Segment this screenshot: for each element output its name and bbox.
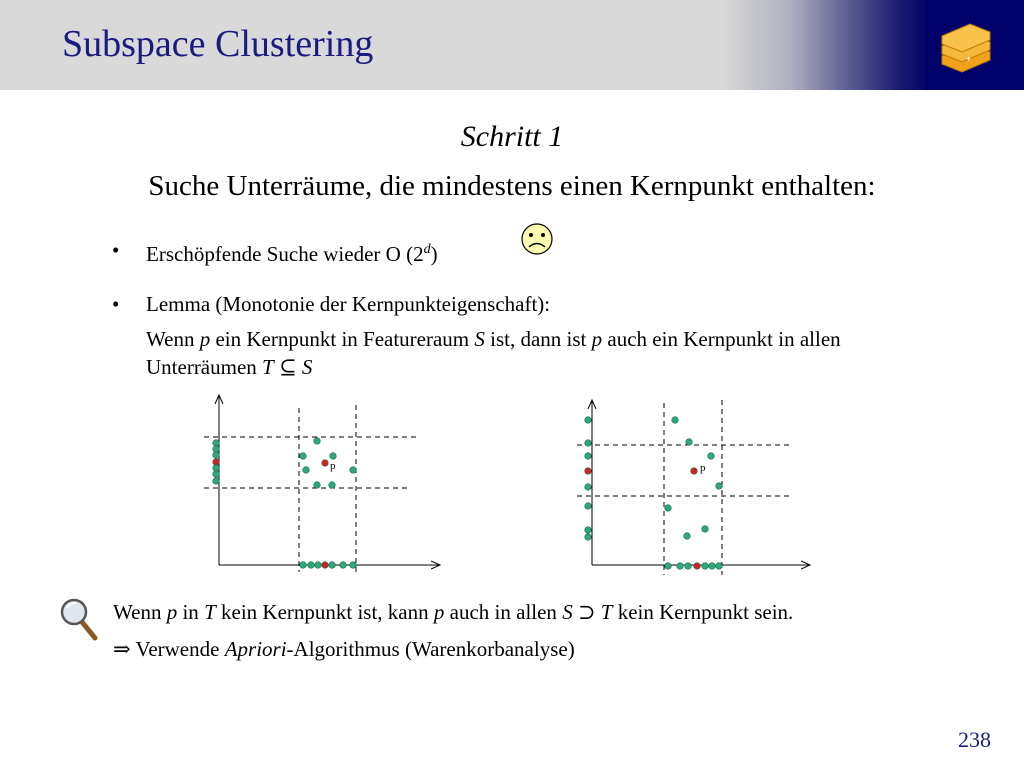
data-point bbox=[677, 563, 684, 570]
lemma-var-p: p bbox=[199, 327, 211, 351]
data-point bbox=[585, 484, 592, 491]
left-diagram bbox=[204, 395, 440, 572]
data-point bbox=[314, 438, 321, 445]
data-point bbox=[665, 563, 672, 570]
data-point bbox=[213, 478, 220, 485]
point-label-p: p bbox=[700, 462, 706, 474]
data-point bbox=[702, 526, 709, 533]
page-title: Subspace Clustering bbox=[62, 23, 374, 65]
note-var-t: T bbox=[600, 600, 613, 624]
note-text: Wenn bbox=[113, 600, 167, 624]
data-point bbox=[303, 467, 310, 474]
data-point bbox=[684, 533, 691, 540]
right-diagram bbox=[577, 400, 810, 575]
note-var-p: p bbox=[433, 600, 445, 624]
data-point bbox=[716, 563, 723, 570]
note-text: -Algorithmus (Warenkorbanalyse) bbox=[286, 637, 575, 661]
point-label-p: p bbox=[330, 460, 336, 472]
conclusion-line-1 bbox=[113, 600, 793, 625]
page-number: 238 bbox=[958, 727, 991, 752]
note-text: auch in allen bbox=[444, 600, 563, 624]
core-point-p bbox=[691, 468, 698, 475]
data-point bbox=[585, 527, 592, 534]
data-point bbox=[314, 482, 321, 489]
data-point bbox=[300, 562, 307, 569]
data-point bbox=[350, 562, 357, 569]
subheading: Suche Unterräume, die mindestens einen Kernpunkt enthalten: bbox=[148, 170, 876, 202]
data-point bbox=[213, 471, 220, 478]
lemma-text-1: Wenn bbox=[146, 327, 200, 351]
data-point bbox=[340, 562, 347, 569]
exponent-d: d bbox=[423, 242, 431, 257]
data-point bbox=[300, 453, 307, 460]
data-point bbox=[213, 446, 220, 453]
data-point bbox=[672, 417, 679, 424]
data-point bbox=[213, 465, 220, 472]
note-text: Verwende bbox=[130, 637, 225, 661]
data-point bbox=[585, 440, 592, 447]
data-point bbox=[329, 562, 336, 569]
note-text: in bbox=[177, 600, 205, 624]
note-var-t: T bbox=[204, 600, 216, 624]
data-point bbox=[213, 452, 220, 459]
data-point bbox=[686, 439, 693, 446]
note-text: kein Kernpunkt ist, kann bbox=[215, 600, 434, 624]
lemma-var-s: S bbox=[474, 327, 485, 351]
data-point bbox=[685, 563, 692, 570]
data-point bbox=[585, 534, 592, 541]
core-point-p bbox=[585, 468, 592, 475]
data-point bbox=[702, 563, 709, 570]
data-point bbox=[213, 440, 220, 447]
core-point-p bbox=[322, 460, 329, 467]
bullet-lemma: Lemma (Monotonie der Kernpunkteigenschaft): bbox=[146, 292, 551, 316]
data-point bbox=[315, 562, 322, 569]
note-text: kein Kernpunkt sein. bbox=[612, 600, 794, 624]
lemma-text-3: ist, dann ist bbox=[484, 327, 592, 351]
step-title: Schritt 1 bbox=[460, 120, 564, 153]
data-point bbox=[709, 563, 716, 570]
lemma-var-t: T bbox=[262, 355, 274, 379]
lemma-text-4: auch ein Kernpunkt in allen Unterräumen bbox=[146, 327, 841, 379]
supset-symbol: ⊃ bbox=[572, 600, 601, 624]
data-point bbox=[350, 467, 357, 474]
subseteq-symbol: ⊆ bbox=[273, 355, 302, 379]
bullet-marker: • bbox=[112, 238, 120, 262]
implies-arrow: ⇒ bbox=[113, 637, 131, 661]
apriori-term: Apriori bbox=[224, 637, 287, 661]
data-point bbox=[329, 482, 336, 489]
bullet-exhaustive-text: Erschöpfende Suche wieder O (2 bbox=[146, 242, 424, 266]
data-point bbox=[308, 562, 315, 569]
note-var-p: p bbox=[166, 600, 178, 624]
lemma-var-s: S bbox=[301, 355, 313, 379]
conclusion-line-2 bbox=[113, 637, 575, 662]
svg-text:+: + bbox=[966, 54, 972, 64]
lemma-var-p: p bbox=[591, 327, 603, 351]
data-point bbox=[585, 503, 592, 510]
data-point bbox=[330, 453, 337, 460]
core-point-p bbox=[213, 459, 220, 466]
magnifier-icon bbox=[58, 596, 100, 642]
data-point bbox=[585, 453, 592, 460]
lemma-text-2: ein Kernpunkt in Featureraum bbox=[210, 327, 475, 351]
note-var-s: S bbox=[562, 600, 573, 624]
data-point bbox=[716, 483, 723, 490]
data-point bbox=[585, 417, 592, 424]
data-point bbox=[708, 453, 715, 460]
bullet-marker: • bbox=[112, 292, 120, 316]
data-point bbox=[665, 505, 672, 512]
bullet-close-paren: ) bbox=[430, 242, 438, 266]
core-point-p bbox=[322, 562, 329, 569]
core-point-p bbox=[694, 563, 701, 570]
